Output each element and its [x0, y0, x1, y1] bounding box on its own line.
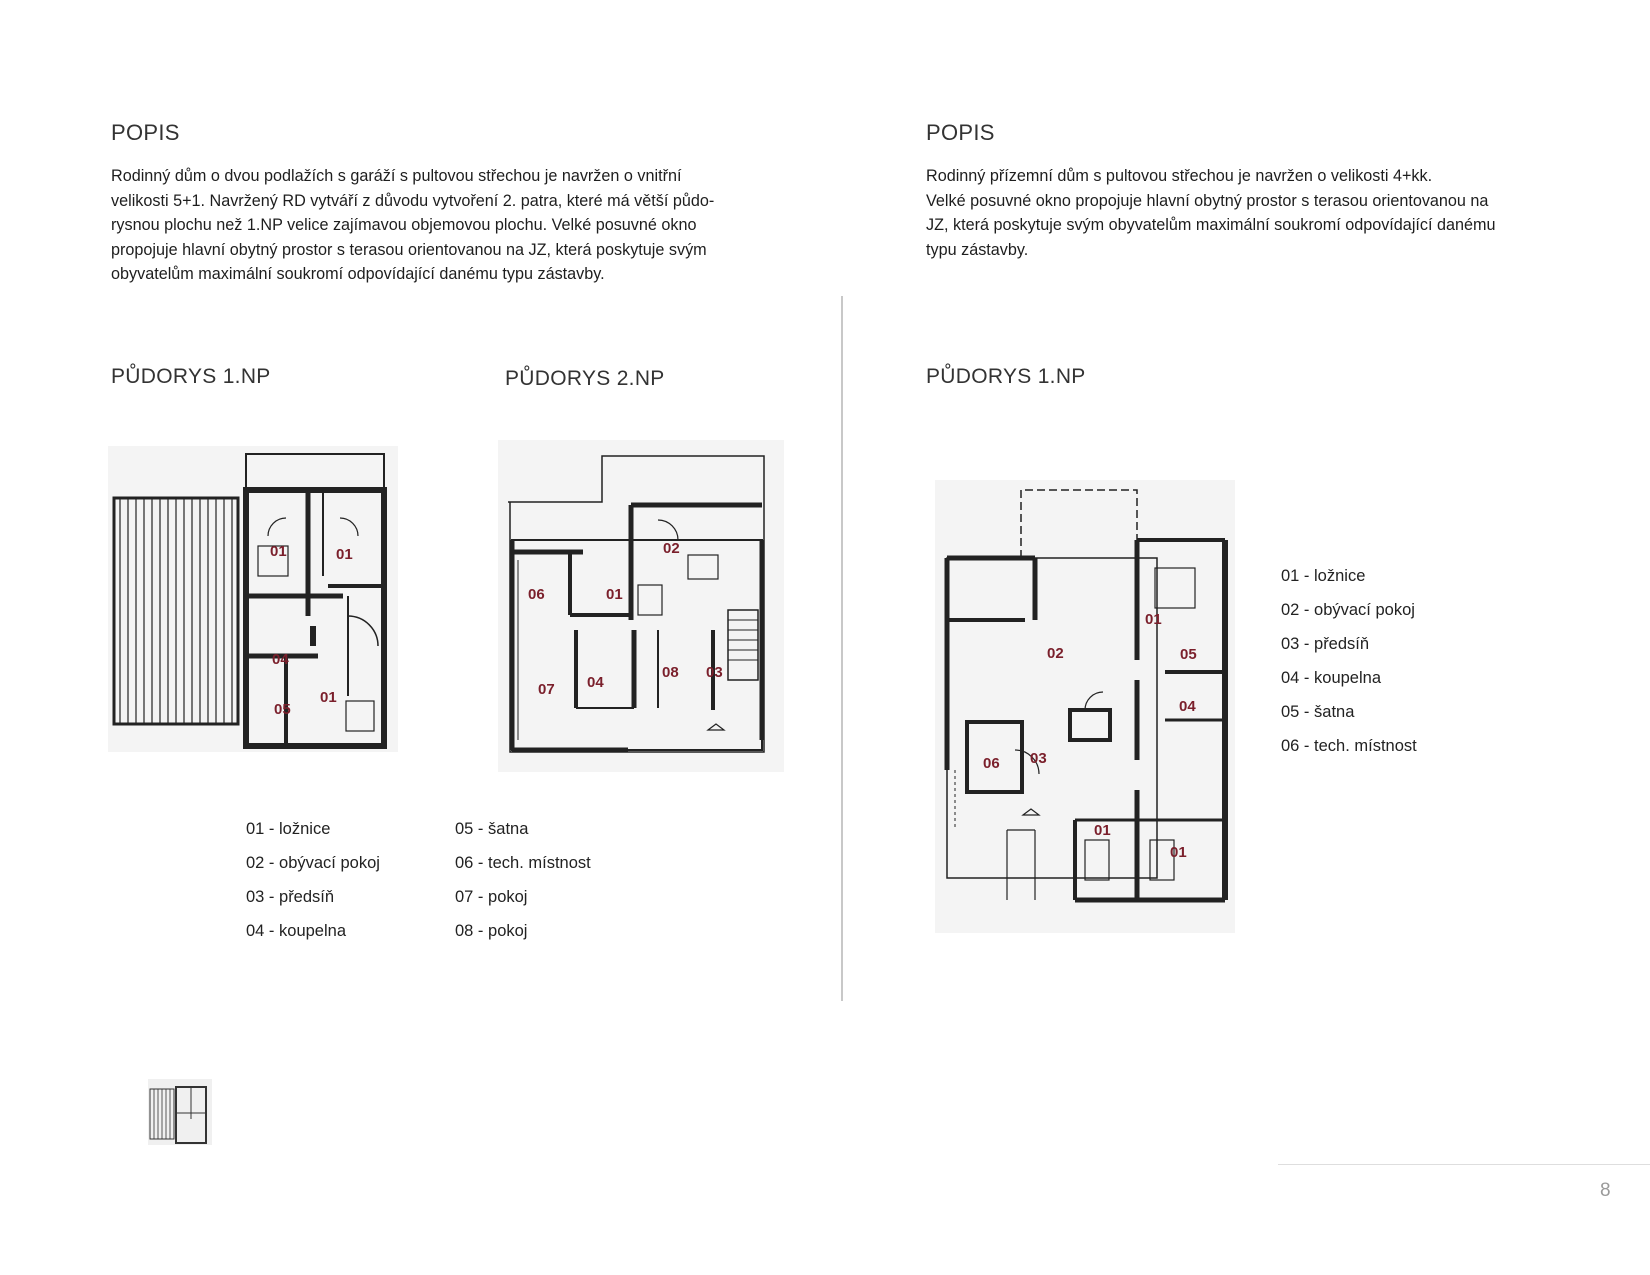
- room-label: 01: [1170, 844, 1187, 861]
- room-label: 02: [663, 540, 680, 557]
- page-number: 8: [1600, 1180, 1611, 1201]
- room-label: 01: [1094, 822, 1111, 839]
- right-description-line: typu zástavby.: [926, 240, 1029, 259]
- right-plan-heading: PŮDORYS 1.NP: [926, 365, 1086, 388]
- room-label: 01: [1145, 611, 1162, 628]
- right-description-line: Rodinný přízemní dům s pultovou střechou je navržen o velikosti 4+kk.: [926, 167, 1433, 185]
- room-label: 08: [662, 664, 679, 681]
- floor-plan-1np-right: [935, 480, 1235, 933]
- right-description-text: [926, 164, 1566, 262]
- room-label: 04: [1179, 698, 1196, 715]
- floor-plan-2np-left: [498, 440, 784, 772]
- legend-item: 06 - tech. místnost: [455, 854, 591, 872]
- room-label: 03: [706, 664, 723, 681]
- legend-item: 07 - pokoj: [455, 888, 528, 906]
- room-label: 01: [270, 543, 287, 560]
- right-legend: [1281, 559, 1417, 763]
- legend-item: 01 - ložnice: [1281, 567, 1366, 585]
- left-description-line: velikosti 5+1. Navržený RD vytváří z důvodu vytvoření 2. patra, které má větší půdo-: [111, 191, 715, 210]
- left-description-line: obyvatelům maximální soukromí odpovídající danému typu zástavby.: [111, 265, 605, 284]
- left-description-line: rysnou plochu než 1.NP velice zajímavou objemovou plochu. Velké posuvné okno: [111, 216, 697, 235]
- left-legend-col1: [246, 812, 380, 948]
- right-description-line: Velké posuvné okno propojuje hlavní obytný prostor s terasou orientovanou na: [926, 191, 1489, 210]
- legend-item: 08 - pokoj: [455, 922, 528, 940]
- room-label: 01: [320, 689, 337, 706]
- room-label: 06: [983, 755, 1000, 772]
- legend-item: 05 - šatna: [1281, 703, 1355, 721]
- legend-item: 05 - šatna: [455, 820, 529, 838]
- left-plan2-heading: PŮDORYS 2.NP: [505, 367, 665, 390]
- right-description-line: JZ, která poskytuje svým obyvatelům maximální soukromí odpovídající danému: [926, 216, 1496, 235]
- legend-item: 04 - koupelna: [1281, 669, 1381, 687]
- legend-item: 04 - koupelna: [246, 922, 346, 940]
- legend-item: 02 - obývací pokoj: [1281, 601, 1415, 619]
- left-legend-col2: [455, 812, 591, 948]
- column-divider: [841, 296, 843, 1001]
- room-label: 07: [538, 681, 555, 698]
- room-label: 01: [336, 546, 353, 563]
- floor-plan-1np-left: [108, 446, 398, 752]
- footer-line: [1278, 1164, 1650, 1165]
- left-description-line: Rodinný dům o dvou podlažích s garáží s pultovou střechou je navržen o vnitřní: [111, 167, 682, 185]
- legend-item: 03 - předsíň: [1281, 635, 1370, 653]
- room-label: 03: [1030, 750, 1047, 767]
- plan-thumbnail: [148, 1079, 212, 1145]
- legend-item: 06 - tech. místnost: [1281, 737, 1417, 755]
- left-description-heading: POPIS: [111, 120, 180, 145]
- room-label: 01: [606, 586, 623, 603]
- room-label: 06: [528, 586, 545, 603]
- room-label: 05: [1180, 646, 1197, 663]
- legend-item: 01 - ložnice: [246, 820, 331, 838]
- left-description-text: [111, 164, 771, 287]
- legend-item: 02 - obývací pokoj: [246, 854, 380, 872]
- left-plan1-heading: PŮDORYS 1.NP: [111, 365, 271, 388]
- left-description-line: propojuje hlavní obytný prostor s terasou orientovanou na JZ, která poskytuje svým: [111, 240, 707, 259]
- legend-item: 03 - předsíň: [246, 888, 335, 906]
- room-label: 05: [274, 701, 291, 718]
- right-description-heading: POPIS: [926, 120, 995, 145]
- room-label: 04: [587, 674, 604, 691]
- room-label: 02: [1047, 645, 1064, 662]
- room-label: 04: [272, 651, 289, 668]
